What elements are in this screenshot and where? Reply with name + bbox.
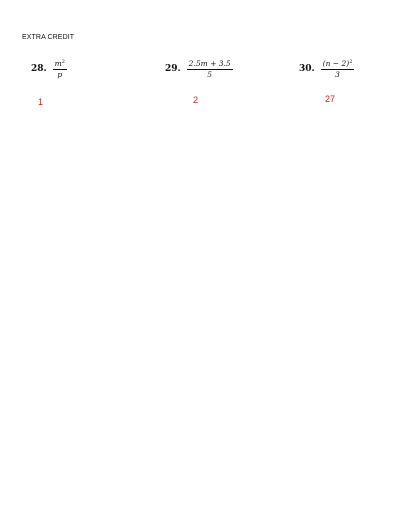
problem-number: 30. [299, 64, 315, 74]
problem-number: 29. [165, 64, 181, 74]
fraction-numerator: 2.5m + 3.5 [188, 59, 231, 68]
fraction-numerator [53, 60, 67, 70]
problem-30 [299, 56, 354, 82]
numerator-exponent: 2 [349, 59, 353, 65]
fraction-denominator: p [57, 69, 63, 79]
fraction-expression [53, 60, 67, 78]
numerator-base: m [54, 59, 62, 68]
fraction-expression [187, 60, 233, 78]
fraction-expression [321, 60, 355, 78]
answer-30: 27 [325, 94, 336, 104]
problem-28 [31, 56, 67, 82]
answer-28: 1 [38, 97, 44, 107]
fraction-denominator: 3 [335, 69, 340, 79]
fraction-numerator [321, 60, 355, 70]
problem-number: 28. [31, 64, 47, 74]
numerator-base: (n − 2) [322, 59, 350, 68]
fraction-denominator: 5 [207, 69, 213, 79]
section-heading: EXTRA CREDIT [22, 34, 75, 41]
answer-29: 2 [193, 95, 199, 105]
numerator-exponent: 2 [61, 59, 65, 65]
problem-29 [165, 56, 233, 82]
